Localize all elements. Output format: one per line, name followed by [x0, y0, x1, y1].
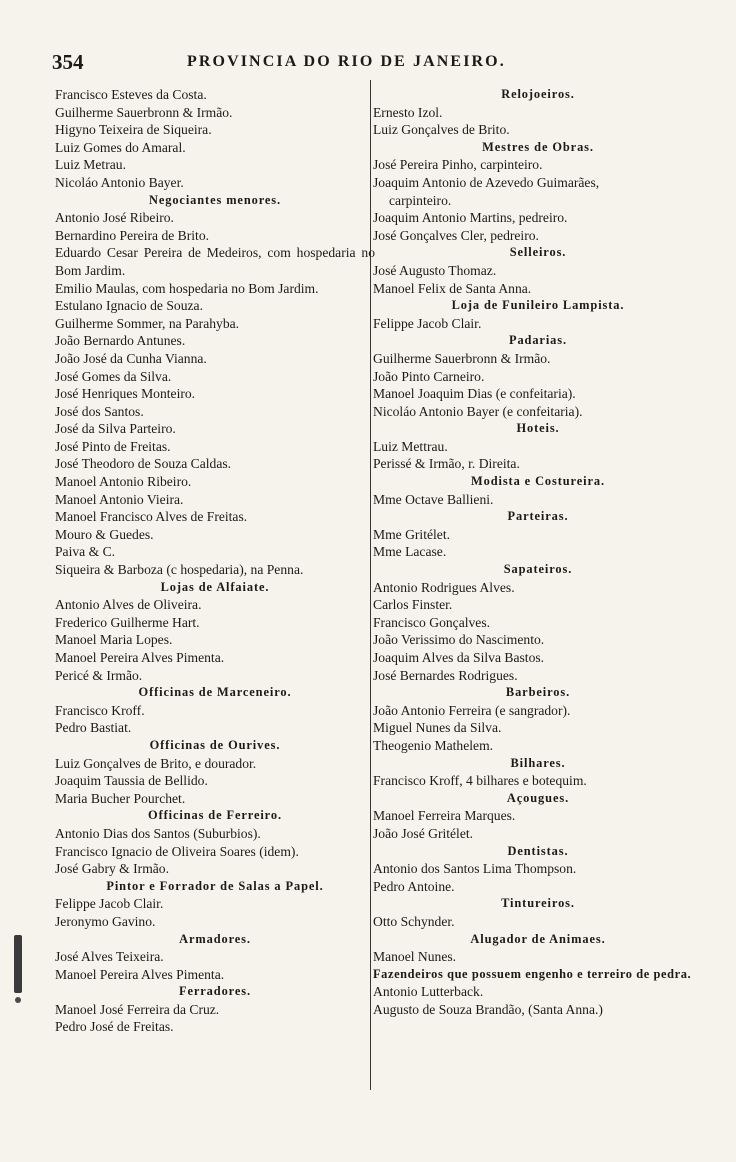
entry-line: Manoel Ferreira Marques.: [373, 808, 516, 824]
entry-line: Manoel Felix de Santa Anna.: [373, 280, 532, 296]
entry-line: José Pereira Pinho, carpinteiro.: [373, 157, 543, 173]
section-heading: Selleiros.: [509, 245, 567, 260]
entry-line: Luiz Gonçalves de Brito.: [373, 122, 510, 138]
entry-line: Nicoláo Antonio Bayer (e confeitaria).: [373, 403, 583, 419]
entry-line: Estulano Ignacio de Souza.: [55, 298, 203, 314]
entry-line: Mme Octave Ballieni.: [373, 491, 494, 507]
entry-line: Jeronymo Gavino.: [55, 913, 156, 929]
section-heading: Modista e Costureira.: [471, 474, 605, 489]
entry-line: Antonio Dias dos Santos (Suburbios).: [55, 825, 261, 841]
entry-line: Luiz Gomes do Amaral.: [55, 139, 186, 155]
section-heading: Açougues.: [506, 790, 570, 805]
entry-line: Emilio Maulas, com hospedaria no Bom Jardim.: [55, 280, 319, 296]
section-heading: Loja de Funileiro Lampista.: [451, 298, 625, 313]
entry-line: José dos Santos.: [55, 403, 144, 419]
entry-line: Pedro Bastiat.: [55, 720, 132, 736]
entry-line: João José da Cunha Vianna.: [55, 350, 207, 366]
entry-line: Joaquim Antonio Martins, pedreiro.: [373, 210, 568, 226]
entry-line: João Pinto Carneiro.: [373, 368, 485, 384]
entry-line: João Verissimo do Nascimento.: [373, 632, 545, 648]
entry-line: Eduardo Cesar Pereira de Medeiros, com hospedaria no Bom Jardim.: [55, 245, 375, 278]
entry-line: Carlos Finster.: [373, 597, 453, 613]
entry-line: Guilherme Sommer, na Parahyba.: [55, 315, 240, 331]
section-heading: Alugador de Animaes.: [470, 931, 606, 946]
section-heading: Armadores.: [179, 931, 251, 946]
margin-ink-dot: [15, 997, 21, 1003]
entry-line: Francisco Kroff, 4 bilhares e botequim.: [373, 773, 587, 789]
entry-line: Luiz Gonçalves de Brito, e dourador.: [55, 755, 257, 771]
entry-line: José Augusto Thomaz.: [373, 262, 497, 278]
entry-line: José Pinto de Freitas.: [55, 438, 171, 454]
section-heading: Relojoeiros.: [501, 87, 575, 101]
entry-line: Frederico Guilherme Hart.: [55, 614, 200, 630]
entry-line: Manoel Antonio Ribeiro.: [55, 474, 192, 490]
entry-line: Joaquim Alves da Silva Bastos.: [373, 650, 545, 665]
entry-line: José Alves Teixeira.: [55, 949, 164, 965]
entry-line: Antonio Lutterback.: [373, 984, 484, 1000]
section-heading: Sapateiros.: [503, 562, 573, 577]
entry-line: Felippe Jacob Clair.: [373, 315, 482, 331]
entry-line: Francisco Gonçalves.: [373, 614, 491, 630]
section-heading: Ferradores.: [179, 984, 251, 999]
entry-line: José Henriques Monteiro.: [55, 386, 196, 402]
entry-line: Siqueira & Barboza (c hospedaria), na Penna.: [55, 562, 304, 578]
entry-line: Antonio José Ribeiro.: [55, 210, 174, 226]
margin-ink-mark: [14, 935, 22, 993]
entry-line: Antonio Alves de Oliveira.: [55, 597, 202, 613]
entry-line: Higyno Teixeira de Siqueira.: [55, 122, 212, 138]
section-heading: Tintureiros.: [501, 896, 575, 911]
section-heading: Fazendeiros que possuem engenho e terreiro de pedra.: [373, 966, 692, 981]
section-heading: Officinas de Ourives.: [149, 737, 281, 752]
entry-line: Pedro Antoine.: [373, 878, 455, 894]
entry-line: Francisco Esteves da Costa.: [55, 87, 207, 102]
entry-line: Guilherme Sauerbronn & Irmão.: [373, 350, 551, 366]
entry-line: Antonio Rodrigues Alves.: [373, 579, 515, 595]
section-heading: Officinas de Marceneiro.: [138, 685, 292, 700]
entry-line: Ernesto Izol.: [373, 104, 443, 120]
entry-line: Mme Gritélet.: [373, 526, 451, 542]
entry-line: Perissé & Irmão, r. Direita.: [373, 456, 520, 472]
section-heading: Barbeiros.: [505, 685, 571, 700]
entry-line: João Antonio Ferreira (e sangrador).: [373, 702, 571, 718]
entry-line: José Theodoro de Souza Caldas.: [55, 456, 232, 472]
entry-line: José Gomes da Silva.: [55, 368, 172, 384]
entry-line: Manoel Pereira Alves Pimenta.: [55, 650, 225, 665]
entry-line: Paiva & C.: [55, 544, 116, 560]
section-heading: Officinas de Ferreiro.: [148, 808, 282, 823]
entry-line: Maria Bucher Pourchet.: [55, 790, 186, 806]
entry-line: Augusto de Souza Brandão, (Santa Anna.): [373, 1001, 603, 1017]
right-column: [373, 86, 703, 1018]
entry-line: Manoel Pereira Alves Pimenta.: [55, 966, 225, 982]
entry-line: Pericé & Irmão.: [55, 667, 143, 683]
entry-line: Luiz Metrau.: [55, 157, 126, 173]
entry-line: Manoel Francisco Alves de Freitas.: [55, 509, 248, 525]
entry-line: Manoel José Ferreira da Cruz.: [55, 1001, 220, 1017]
entry-line: Bernardino Pereira de Brito.: [55, 227, 210, 243]
left-column: [55, 86, 375, 1036]
entry-line: Pedro José de Freitas.: [55, 1019, 174, 1035]
section-heading: Lojas de Alfaiate.: [160, 579, 270, 594]
entry-line: Manoel Antonio Vieira.: [55, 491, 184, 507]
entry-line: Joaquim Taussia de Bellido.: [55, 773, 208, 789]
entry-continuation: carpinteiro.: [389, 192, 452, 208]
entry-line: Nicoláo Antonio Bayer.: [55, 174, 184, 190]
page-header: [52, 50, 688, 76]
entry-line: José Bernardes Rodrigues.: [373, 667, 518, 683]
running-title: PROVINCIA DO RIO DE JANEIRO.: [187, 53, 506, 70]
section-heading: Bilhares.: [510, 755, 566, 770]
entry-line: Manoel Maria Lopes.: [55, 632, 173, 648]
section-heading: Parteiras.: [507, 509, 569, 524]
entry-line: Joaquim Antonio de Azevedo Guimarães,: [373, 174, 600, 190]
entry-line: Manoel Joaquim Dias (e confeitaria).: [373, 386, 576, 402]
entry-line: Luiz Mettrau.: [373, 438, 448, 454]
entry-line: Guilherme Sauerbronn & Irmão.: [55, 104, 233, 120]
section-heading: Pintor e Forrador de Salas a Papel.: [106, 878, 324, 893]
entry-line: Felippe Jacob Clair.: [55, 896, 164, 912]
entry-line: José Gonçalves Cler, pedreiro.: [373, 227, 539, 243]
section-heading: Negociantes menores.: [148, 192, 281, 207]
entry-line: Otto Schynder.: [373, 913, 455, 929]
entry-line: Mme Lacase.: [373, 544, 447, 560]
section-heading: Dentistas.: [507, 843, 569, 858]
page-number: 354: [52, 50, 84, 74]
entry-line: José Gabry & Irmão.: [55, 861, 170, 877]
entry-line: João Bernardo Antunes.: [55, 333, 186, 349]
section-heading: Mestres de Obras.: [482, 139, 594, 154]
section-heading: Hoteis.: [516, 421, 560, 436]
entry-line: Theogenio Mathelem.: [373, 737, 494, 753]
entry-line: Francisco Kroff.: [55, 702, 145, 718]
entry-line: João José Gritélet.: [373, 825, 474, 841]
entry-line: Miguel Nunes da Silva.: [373, 720, 502, 736]
entry-line: Mouro & Guedes.: [55, 526, 154, 542]
entry-line: Antonio dos Santos Lima Thompson.: [373, 861, 577, 877]
entry-line: Manoel Nunes.: [373, 949, 457, 965]
entry-line: José da Silva Parteiro.: [55, 421, 176, 437]
section-heading: Padarias.: [508, 333, 567, 348]
entry-line: Francisco Ignacio de Oliveira Soares (idem).: [55, 843, 299, 859]
